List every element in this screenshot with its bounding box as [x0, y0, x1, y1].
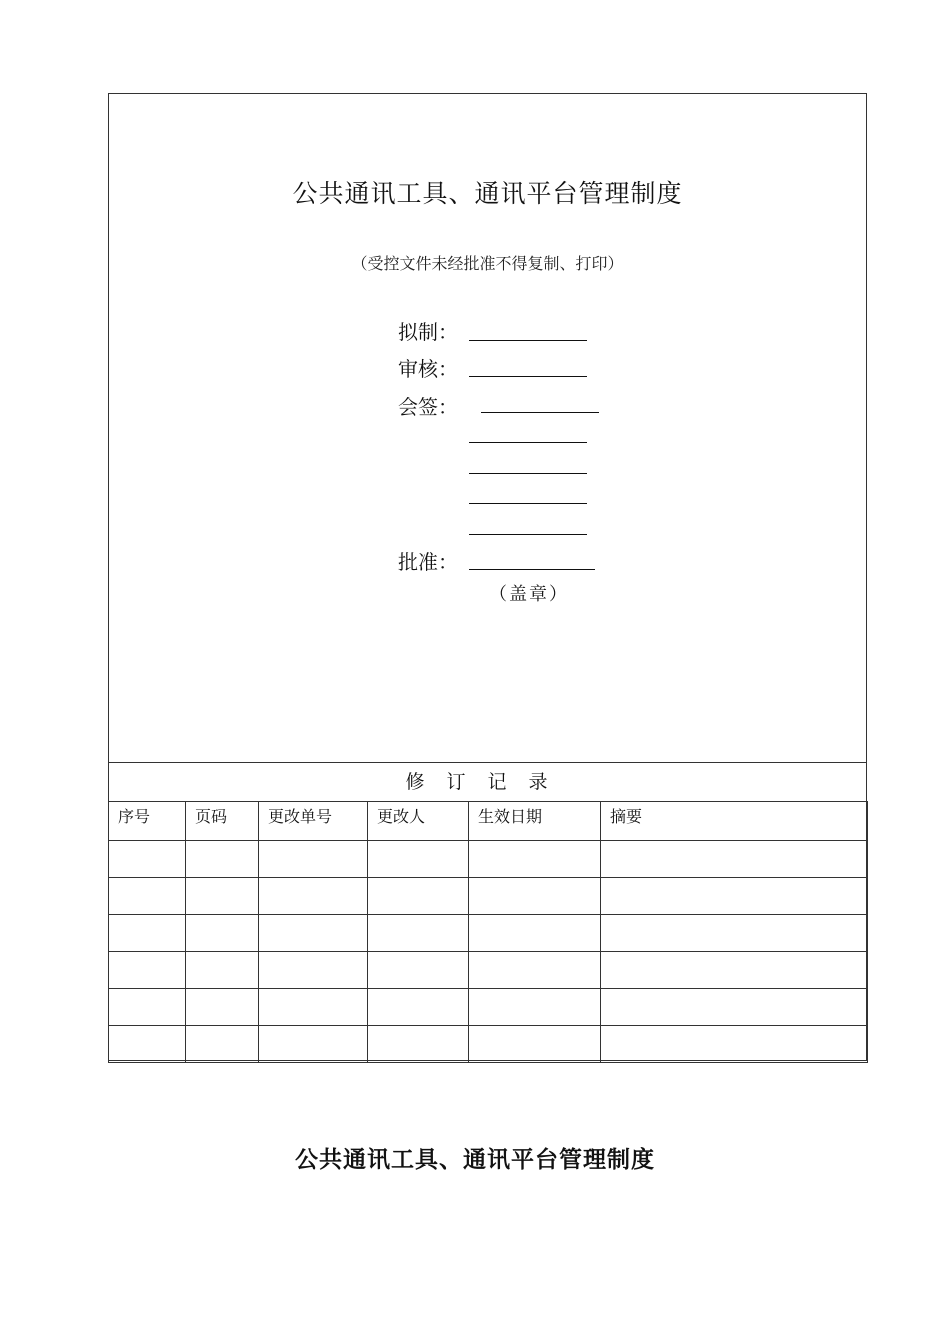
table-cell — [601, 841, 868, 878]
table-cell — [186, 841, 259, 878]
table-cell — [186, 989, 259, 1026]
table-cell — [186, 952, 259, 989]
draft-label: 拟制： — [398, 320, 458, 344]
cover-subtitle: （受控文件未经批准不得复制、打印） — [351, 254, 624, 273]
seal-note: （盖章） — [489, 584, 569, 605]
column-header-changer: 更改人 — [368, 802, 469, 841]
countersign-line-5 — [469, 534, 587, 535]
table-row — [109, 841, 868, 878]
table-cell — [469, 878, 601, 915]
cover-frame — [108, 93, 867, 1061]
table-cell — [368, 841, 469, 878]
table-cell — [186, 915, 259, 952]
review-label: 审核： — [398, 357, 458, 381]
table-cell — [601, 952, 868, 989]
table-cell — [601, 989, 868, 1026]
countersign-line-2 — [469, 442, 587, 443]
table-cell — [368, 878, 469, 915]
countersign-label: 会签： — [398, 395, 458, 419]
revision-table — [108, 801, 868, 1063]
body-title: 公共通讯工具、通讯平台管理制度 — [295, 1146, 655, 1173]
column-header-change-no: 更改单号 — [259, 802, 368, 841]
table-cell — [109, 841, 186, 878]
table-cell — [259, 915, 368, 952]
countersign-line-1 — [481, 412, 599, 413]
column-header-summary: 摘要 — [601, 802, 868, 841]
table-cell — [186, 878, 259, 915]
table-cell — [109, 1026, 186, 1063]
table-cell — [109, 989, 186, 1026]
table-row — [109, 952, 868, 989]
table-cell — [601, 878, 868, 915]
table-cell — [109, 952, 186, 989]
table-cell — [368, 952, 469, 989]
table-cell — [186, 1026, 259, 1063]
column-header-effective-date: 生效日期 — [469, 802, 601, 841]
table-row — [109, 915, 868, 952]
table-row — [109, 989, 868, 1026]
table-cell — [368, 989, 469, 1026]
cover-title: 公共通讯工具、通讯平台管理制度 — [292, 179, 683, 208]
table-cell — [259, 841, 368, 878]
table-cell — [601, 915, 868, 952]
column-header-page: 页码 — [186, 802, 259, 841]
table-cell — [469, 841, 601, 878]
approve-signature-line — [469, 569, 595, 570]
table-cell — [601, 1026, 868, 1063]
table-cell — [368, 1026, 469, 1063]
table-row — [109, 1026, 868, 1063]
countersign-line-4 — [469, 503, 587, 504]
revision-record-title: 修订记录 — [109, 762, 866, 802]
table-cell — [368, 915, 469, 952]
approve-label: 批准： — [398, 550, 458, 574]
table-cell — [469, 1026, 601, 1063]
table-cell — [259, 878, 368, 915]
column-header-serial: 序号 — [109, 802, 186, 841]
review-signature-line — [469, 376, 587, 377]
table-cell — [259, 952, 368, 989]
table-row — [109, 878, 868, 915]
table-cell — [469, 915, 601, 952]
table-cell — [109, 878, 186, 915]
table-cell — [259, 1026, 368, 1063]
table-cell — [469, 989, 601, 1026]
table-cell — [109, 915, 186, 952]
draft-signature-line — [469, 340, 587, 341]
table-cell — [469, 952, 601, 989]
countersign-line-3 — [469, 473, 587, 474]
revision-table-header — [109, 802, 868, 841]
table-cell — [259, 989, 368, 1026]
